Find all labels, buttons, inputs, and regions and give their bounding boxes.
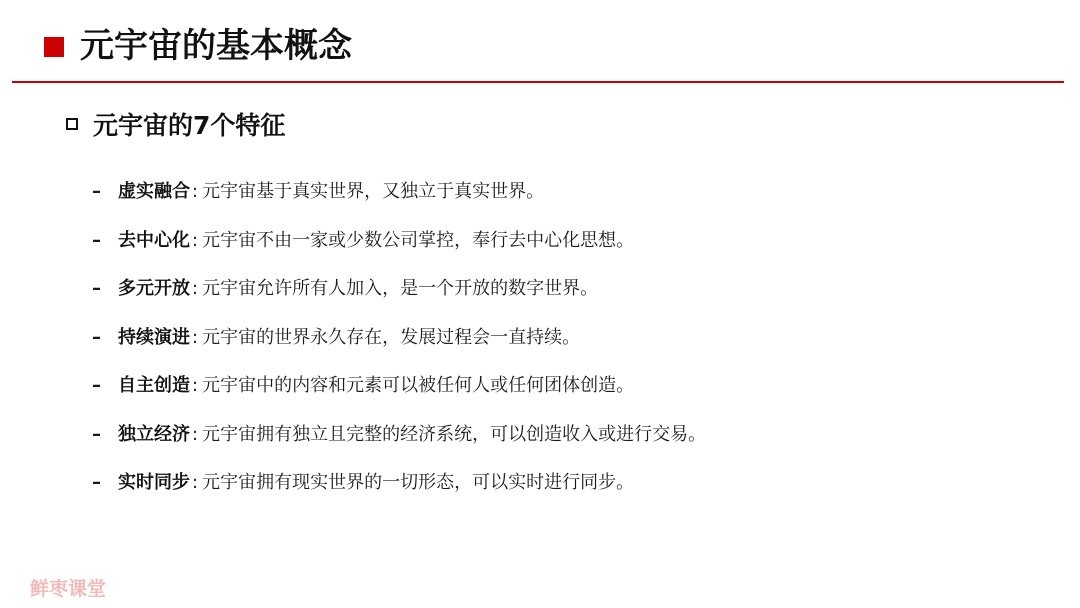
title-square-marker-icon	[44, 37, 64, 57]
dash-bullet: –	[92, 375, 101, 397]
page-title: 元宇宙的基本概念	[80, 26, 352, 66]
hollow-square-bullet-icon	[66, 118, 78, 130]
watermark: 鲜枣课堂	[30, 578, 107, 600]
feature-name: 虚实融合	[118, 181, 190, 203]
list-item	[92, 362, 706, 411]
dash-bullet: –	[92, 181, 101, 203]
section-heading	[66, 106, 285, 142]
features-list	[92, 168, 706, 508]
feature-name: 实时同步	[118, 472, 190, 494]
feature-colon: :	[192, 472, 199, 494]
feature-colon: :	[192, 423, 199, 445]
feature-description: 元宇宙拥有现实世界的一切形态，可以实时进行同步。	[202, 472, 635, 494]
feature-description: 元宇宙的世界永久存在，发展过程会一直持续。	[202, 326, 581, 348]
feature-description: 元宇宙允许所有人加入，是一个开放的数字世界。	[202, 278, 599, 300]
feature-name: 多元开放	[118, 278, 190, 300]
feature-description: 元宇宙中的内容和元素可以被任何人或任何团体创造。	[202, 375, 635, 397]
list-item	[92, 411, 706, 460]
feature-colon: :	[192, 375, 199, 397]
list-item	[92, 459, 706, 508]
feature-name: 去中心化	[118, 229, 190, 251]
section-heading-text: 元宇宙的7个特征	[93, 111, 286, 140]
title-divider	[12, 81, 1064, 83]
feature-colon: :	[192, 181, 199, 203]
dash-bullet: –	[92, 326, 101, 348]
dash-bullet: –	[92, 229, 101, 251]
feature-colon: :	[192, 278, 199, 300]
feature-colon: :	[192, 326, 199, 348]
feature-name: 持续演进	[118, 326, 190, 348]
feature-description: 元宇宙基于真实世界，又独立于真实世界。	[202, 181, 545, 203]
feature-description: 元宇宙拥有独立且完整的经济系统，可以创造收入或进行交易。	[202, 423, 707, 445]
feature-name: 自主创造	[118, 375, 190, 397]
slide-header	[0, 0, 1080, 84]
feature-name: 独立经济	[118, 423, 190, 445]
feature-description: 元宇宙不由一家或少数公司掌控，奉行去中心化思想。	[202, 229, 635, 251]
list-item	[92, 314, 706, 363]
list-item	[92, 265, 706, 314]
list-item	[92, 168, 706, 217]
feature-colon: :	[192, 229, 199, 251]
dash-bullet: –	[92, 472, 101, 494]
dash-bullet: –	[92, 423, 101, 445]
dash-bullet: –	[92, 278, 101, 300]
list-item	[92, 217, 706, 266]
